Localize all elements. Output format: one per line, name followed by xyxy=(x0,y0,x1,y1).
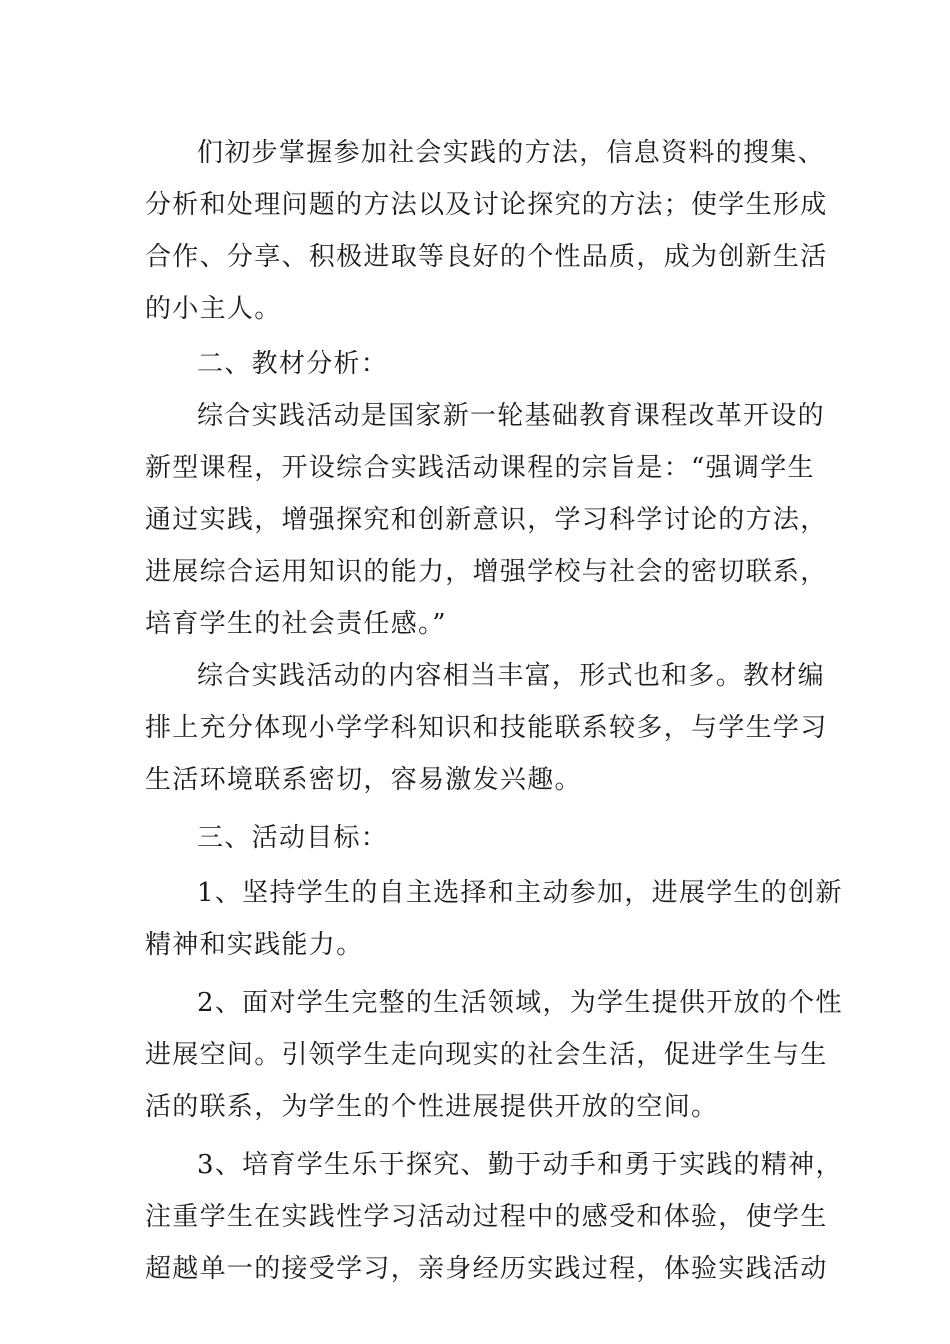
list-item-line: 超越单一的接受学习，亲身经历实践过程，体验实践活动 xyxy=(145,1254,828,1284)
paragraph-line: 进展综合运用知识的能力，增强学校与社会的密切联系， xyxy=(145,557,828,587)
section-heading: 三、活动目标： xyxy=(197,823,389,853)
list-item-line: 1、坚持学生的自主选择和主动参加，进展学生的创新 xyxy=(197,878,843,908)
list-item-line: 精神和实践能力。 xyxy=(145,930,364,960)
paragraph-line: 通过实践，增强探究和创新意识，学习科学讨论的方法， xyxy=(145,505,828,535)
paragraph-line: 排上充分体现小学学科知识和技能联系较多，与学生学习 xyxy=(145,713,828,743)
list-item-line: 注重学生在实践性学习活动过程中的感受和体验，使学生 xyxy=(145,1202,828,1232)
paragraph-line: 综合实践活动是国家新一轮基础教育课程改革开设的 xyxy=(197,401,825,431)
paragraph-line: 综合实践活动的内容相当丰富，形式也和多。教材编 xyxy=(197,661,825,691)
paragraph-line: 的小主人。 xyxy=(145,294,282,324)
list-item-line: 进展空间。引领学生走向现实的社会生活，促进学生与生 xyxy=(145,1040,828,1070)
section-heading: 二、教材分析： xyxy=(197,349,389,379)
paragraph-line: 们初步掌握参加社会实践的方法，信息资料的搜集、 xyxy=(197,138,825,168)
paragraph-line: 分析和处理问题的方法以及讨论探究的方法；使学生形成 xyxy=(145,190,828,220)
list-item-line: 2、面对学生完整的生活领域，为学生提供开放的个性 xyxy=(197,988,843,1018)
paragraph-line: 生活环境联系密切，容易激发兴趣。 xyxy=(145,765,582,795)
paragraph-line: 培育学生的社会责任感。” xyxy=(145,609,447,639)
list-item-line: 活的联系，为学生的个性进展提供开放的空间。 xyxy=(145,1092,719,1122)
list-item-line: 3、培育学生乐于探究、勤于动手和勇于实践的精神， xyxy=(197,1150,843,1180)
paragraph-line: 新型课程，开设综合实践活动课程的宗旨是：“强调学生 xyxy=(145,453,815,483)
document-body xyxy=(145,127,843,1295)
paragraph-line: 合作、分享、积极进取等良好的个性品质，成为创新生活 xyxy=(145,242,828,272)
